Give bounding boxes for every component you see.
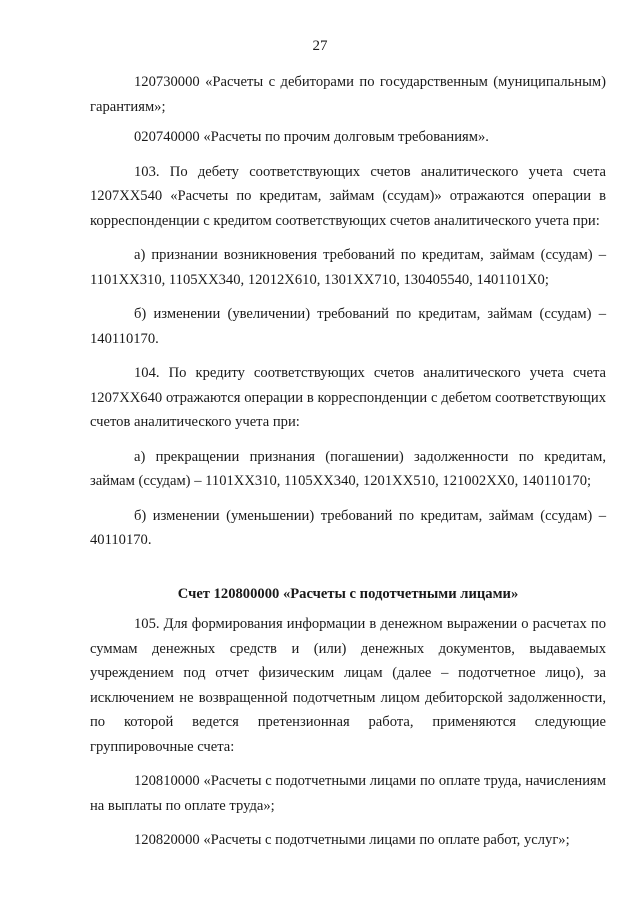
paragraph-item-104-a: а) прекращении признания (погашении) задолженности по кредитам, займам (ссудам) – 1101ХХ310, 1105ХХ340, 1201ХХ510, 121002ХХ0, 140110170; <box>90 448 606 489</box>
paragraph-item-103-a: а) признании возникновения требований по кредитам, займам (ссудам) – 1101ХХ310, 1105ХХ340, 12012Х610, 1301ХХ710, 130405540, 1401101Х0; <box>90 247 606 288</box>
section-heading: Счет 120800000 «Расчеты с подотчетными лицами» <box>177 585 519 602</box>
paragraph-item-105: 105. Для формирования информации в денежном выражении о расчетах по суммам денежных средств и (или) денежных документов, выдаваемых учреждением под отчет физическим лицам (далее – подотчетное лицо), за исключением не возвращенной подотчетным лицом дебиторской задолженности, по которой ведется претензионная работа, применяются следующие группировочные счета: <box>90 616 606 755</box>
paragraph-account-120810000: 120810000 «Расчеты с подотчетными лицами по оплате труда, начислениям на выплаты по оплате труда»; <box>90 773 606 814</box>
paragraph-item-104: 104. По кредиту соответствующих счетов аналитического учета счета 1207ХХ640 отражаются операции в корреспонденции с дебетом соответствующих счетов аналитического учета при: <box>90 365 606 430</box>
paragraph-item-103: 103. По дебету соответствующих счетов аналитического учета счета 1207ХХ540 «Расчеты по кредитам, займам (ссудам)» отражаются операции в корреспонденции с кредитом соответствующих счетов аналитического учета при: <box>90 163 606 229</box>
paragraph-item-103-b: б) изменении (увеличении) требований по кредитам, займам (ссудам) – 140110170. <box>90 306 606 347</box>
paragraph-account-120730000: 120730000 «Расчеты с дебиторами по государственным (муниципальным) гарантиям»; <box>90 74 606 115</box>
paragraph-item-104-b: б) изменении (уменьшении) требований по кредитам, займам (ссудам) – 40110170. <box>90 507 606 548</box>
paragraph-account-020740000: 020740000 «Расчеты по прочим долговым требованиям». <box>134 129 489 145</box>
document-body <box>90 70 606 863</box>
page-number: 27 <box>312 38 328 54</box>
paragraph-account-120820000: 120820000 «Расчеты с подотчетными лицами по оплате работ, услуг»; <box>134 832 570 848</box>
